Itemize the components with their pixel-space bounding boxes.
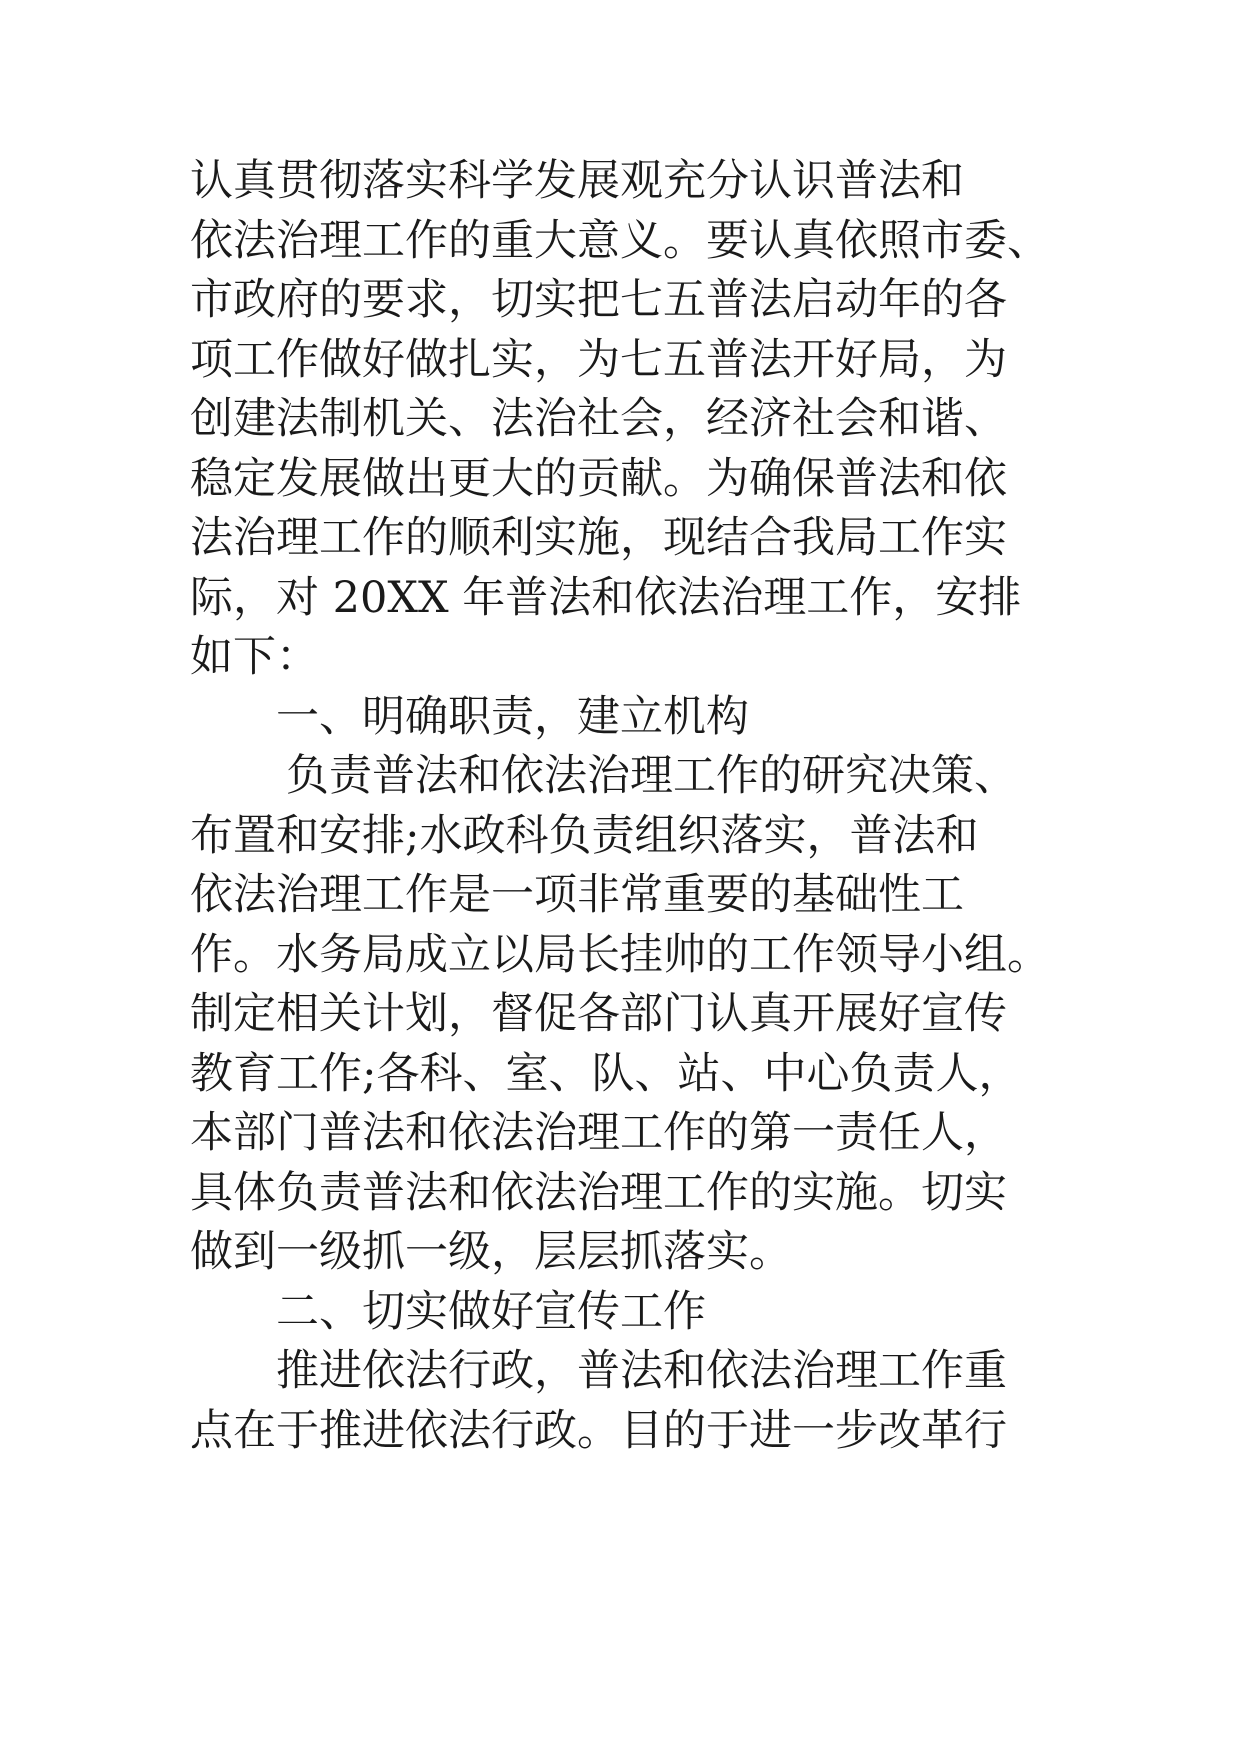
text-line: 稳定发展做出更大的贡献。为确保普法和依: [190, 453, 1007, 504]
text-line: 布置和安排;水政科负责组织落实，普法和: [190, 810, 979, 861]
text-line: 作。水务局成立以局长挂帅的工作领导小组。: [190, 929, 1050, 980]
text-line: 市政府的要求，切实把七五普法启动年的各: [190, 275, 1007, 325]
text-line: 际，对 20XX 年普法和依法治理工作，安排: [190, 572, 1022, 623]
text-line: 做到一级抓一级，层层抓落实。: [190, 1227, 792, 1277]
text-line: 项工作做好做扎实，为七五普法开好局，为: [190, 334, 1007, 385]
text-line: 制定相关计划，督促各部门认真开展好宣传: [190, 989, 1007, 1039]
text-line: 法治理工作的顺利实施，现结合我局工作实: [190, 513, 1007, 563]
text-line: 本部门普法和依法治理工作的第一责任人，: [190, 1108, 1007, 1158]
text-line: 如下：: [190, 632, 319, 682]
document-body: [190, 152, 1090, 1461]
text-line: 依法治理工作的重大意义。要认真依照市委、: [190, 215, 1050, 266]
text-line: 具体负责普法和依法治理工作的实施。切实: [190, 1167, 1007, 1218]
paragraph-start: 负责普法和依法治理工作的研究决策、: [286, 751, 1017, 801]
section-heading-1: 一、明确职责，建立机构: [276, 691, 749, 742]
text-line: 依法治理工作是一项非常重要的基础性工: [190, 870, 964, 920]
paragraph-start: 推进依法行政，普法和依法治理工作重: [276, 1346, 1007, 1396]
text-line: 创建法制机关、法治社会，经济社会和谐、: [190, 394, 1007, 444]
section-heading-2: 二、切实做好宣传工作: [276, 1286, 706, 1337]
text-line: 认真贯彻落实科学发展观充分认识普法和: [190, 156, 964, 206]
text-line: 教育工作;各科、室、队、站、中心负责人，: [190, 1048, 1022, 1099]
text-line: 点在于推进依法行政。目的于进一步改革行: [190, 1405, 1007, 1456]
